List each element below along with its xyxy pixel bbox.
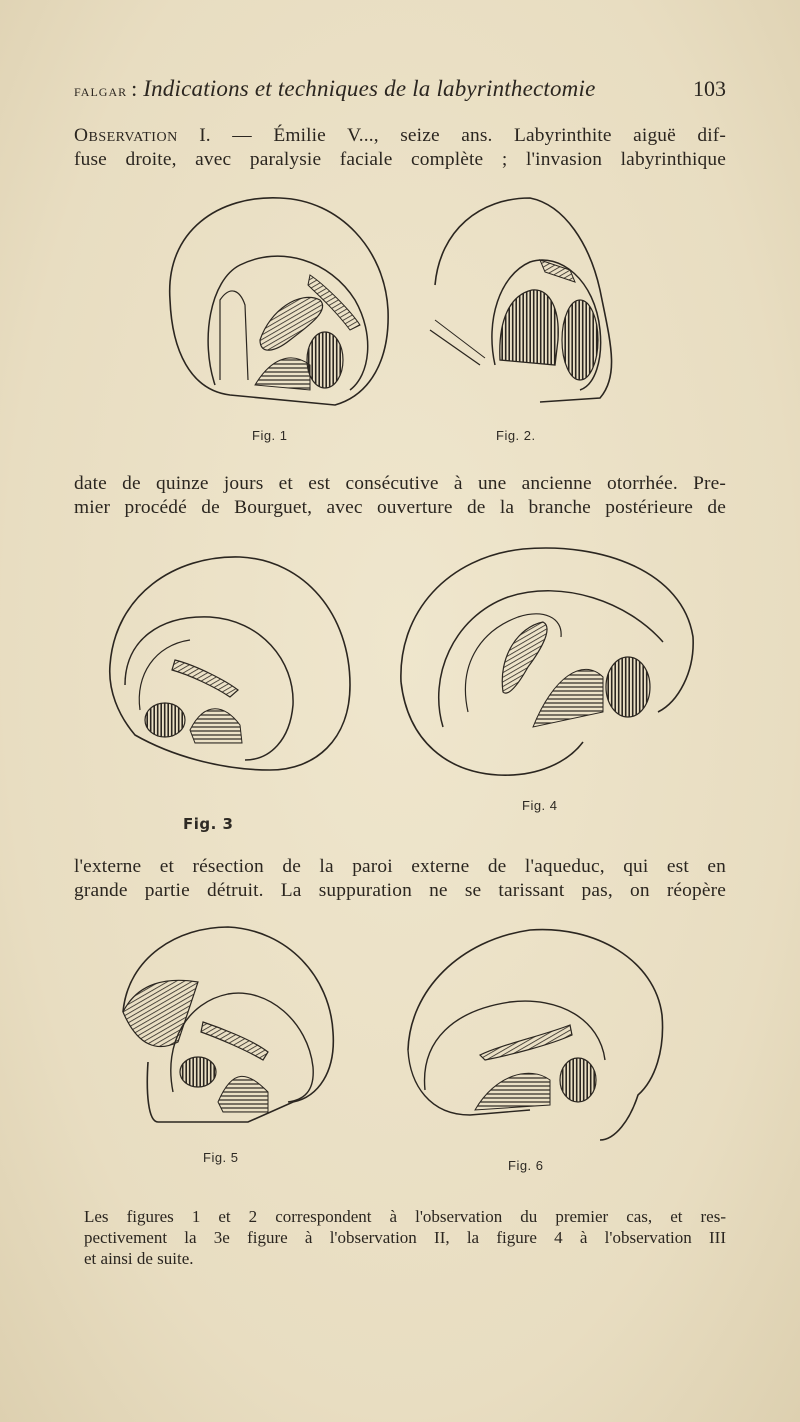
figure-2-caption: Fig. 2. — [496, 428, 536, 443]
paragraph-resection — [74, 855, 726, 903]
paragraph-line: mier procédé de Bourguet, avec ouverture de la branche postérieure de — [74, 497, 726, 518]
header-separator: : — [131, 76, 138, 101]
footnote-line: et ainsi de suite. — [84, 1249, 194, 1268]
paragraph-line — [74, 124, 726, 148]
figure-3-caption: Fig. 3 — [183, 815, 234, 833]
header-author: falgar — [74, 81, 128, 100]
paragraph-observation — [74, 124, 726, 172]
paragraph-line: fuse droite, avec paralysie faciale complète ; l'invasion labyrinthique — [74, 149, 726, 170]
figure-6-caption: Fig. 6 — [508, 1158, 544, 1173]
paragraph-line: date de quinze jours et est consécutive à une ancienne otorrhée. Pre- — [74, 473, 726, 494]
figure-5-caption: Fig. 5 — [203, 1150, 239, 1165]
figure-4 — [393, 537, 698, 782]
figure-3-drawing — [100, 545, 360, 785]
running-header — [74, 76, 726, 106]
figure-1-drawing — [160, 190, 400, 420]
figure-5-drawing — [118, 922, 338, 1132]
figure-5 — [118, 922, 338, 1132]
figure-6-drawing — [400, 920, 670, 1145]
observation-label: Observation — [74, 125, 178, 146]
header-title: Indications et techniques de la labyrinthectomie — [143, 76, 596, 101]
page-number: 103 — [693, 76, 726, 101]
paragraph-line: l'externe et résection de la paroi externe de l'aqueduc, qui est en — [74, 856, 726, 877]
footnote — [84, 1206, 726, 1269]
figure-6 — [400, 920, 670, 1145]
footnote-line: Les figures 1 et 2 correspondent à l'observation du premier cas, et res- — [84, 1207, 726, 1226]
paragraph-procedure — [74, 472, 726, 520]
figure-1-caption: Fig. 1 — [252, 428, 288, 443]
paragraph-line: grande partie détruit. La suppuration ne se tarissant pas, on réopère — [74, 880, 726, 901]
figure-4-caption: Fig. 4 — [522, 798, 558, 813]
observation-text: I. — Émilie V..., seize ans. Labyrinthite aiguë dif- — [199, 125, 726, 146]
figure-3 — [100, 545, 360, 785]
figure-4-drawing — [393, 537, 698, 782]
figure-1 — [160, 190, 400, 420]
figure-2-drawing — [420, 190, 630, 410]
footnote-line: pectivement la 3e figure à l'observation II, la figure 4 à l'observation III — [84, 1228, 726, 1247]
figure-2 — [420, 190, 630, 410]
